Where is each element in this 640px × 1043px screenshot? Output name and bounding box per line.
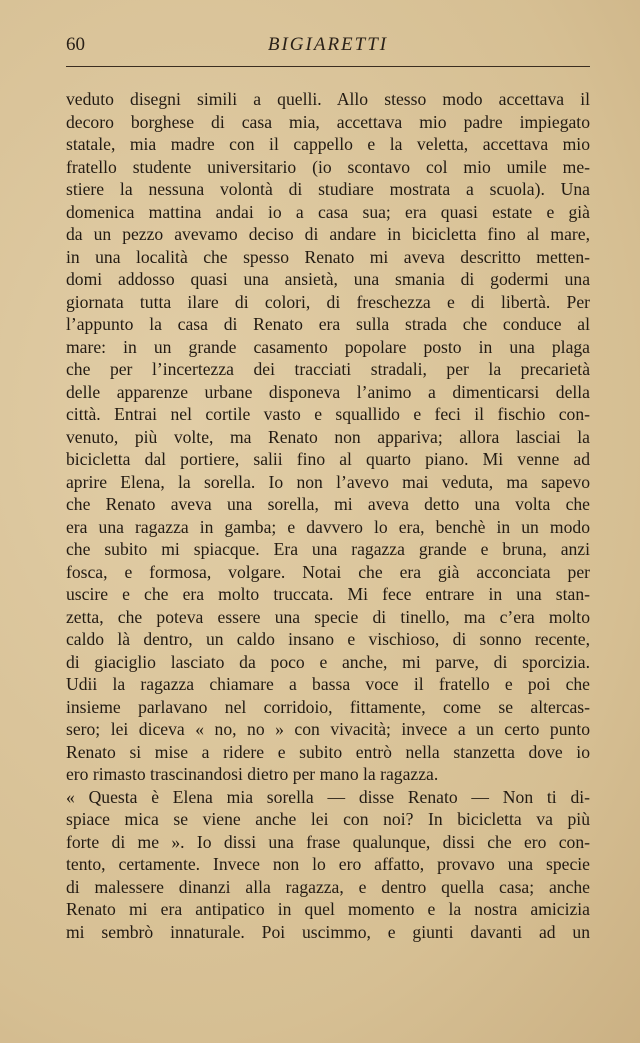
text-line: caldo là dentro, un caldo insano e vischioso, di sonno recente, xyxy=(66,629,590,649)
text-line: Udii la ragazza chiamare a bassa voce il fratello e poi che xyxy=(66,674,590,694)
text-line: decoro borghese di casa mia, accettava mio padre impiegato xyxy=(66,111,590,132)
text-line: sero; lei diceva « no, no » con vivacità; invece a un certo punto xyxy=(66,719,590,739)
text-line: « Questa è Elena mia sorella — disse Renato — Non ti di- xyxy=(66,786,590,807)
text-line: era una ragazza in gamba; e davvero lo era, benchè in un modo xyxy=(66,516,590,537)
text-line: l’appunto la casa di Renato era sulla strada che conduce al xyxy=(66,314,590,334)
page-number: 60 xyxy=(66,34,85,55)
text-line: di malessere dinanzi alla ragazza, e dentro quella casa; anche xyxy=(66,876,590,897)
text-line: Renato mi era antipatico in quel momento e la nostra amicizia xyxy=(66,899,590,919)
text-line: fosca, e formosa, volgare. Notai che era già acconciata per xyxy=(66,561,590,582)
text-line: che Renato aveva una sorella, mi aveva detto una volta che xyxy=(66,494,590,514)
text-line: veduto disegni simili a quelli. Allo stesso modo accettava il xyxy=(66,89,590,109)
running-head: BIGIARETTI xyxy=(267,34,389,55)
body-text xyxy=(66,88,590,943)
text-line: stiere la nessuna volontà di studiare mostrata a scuola). Una xyxy=(66,179,590,199)
text-line: spiace mica se viene anche lei con noi? In bicicletta va più xyxy=(66,809,590,829)
text-line: venuto, più volte, ma Renato non appariva; allora lasciai la xyxy=(66,426,590,447)
text-line: mare: in un grande casamento popolare posto in una plaga xyxy=(66,336,590,357)
text-line: fratello studente universitario (io scontavo col mio umile me- xyxy=(66,156,590,177)
text-line: ero rimasto trascinandosi dietro per mano la ragazza. xyxy=(66,764,439,784)
page-header xyxy=(66,34,590,64)
text-line: domenica mattina andai io a casa sua; era quasi estate e già xyxy=(66,201,590,222)
text-line: che subito mi spiacque. Era una ragazza grande e bruna, anzi xyxy=(66,539,590,559)
text-line: tento, certamente. Invece non lo ero affatto, provavo una specie xyxy=(66,854,590,874)
text-line: aprire Elena, la sorella. Io non l’avevo mai veduta, ma sapevo xyxy=(66,471,590,492)
text-line: delle apparenze urbane disponeva l’animo a dimenticarsi della xyxy=(66,381,590,402)
text-line: che per l’incertezza dei tracciati stradali, per la precarietà xyxy=(66,359,590,379)
text-line: in una località che spesso Renato mi aveva descritto metten- xyxy=(66,246,590,267)
header-rule xyxy=(66,66,590,67)
text-line: mi sembrò innaturale. Poi uscimmo, e giunti davanti ad un xyxy=(66,921,590,942)
text-line: giornata tutta ilare di colori, di freschezza e di libertà. Per xyxy=(66,291,590,312)
text-line: di giaciglio lasciato da poco e anche, mi parve, di sporcizia. xyxy=(66,651,590,672)
text-line: Renato si mise a ridere e subito entrò nella stanzetta dove io xyxy=(66,741,590,762)
text-line: da un pezzo avevamo deciso di andare in bicicletta fino al mare, xyxy=(66,224,590,244)
text-line: statale, mia madre con il cappello e la veletta, accettava mio xyxy=(66,134,590,154)
text-line: zetta, che poteva essere una specie di tinello, ma c’era molto xyxy=(66,606,590,627)
text-line: città. Entrai nel cortile vasto e squallido e feci il fischio con- xyxy=(66,404,590,424)
text-line: insieme parlavano nel corridoio, fittamente, come se altercas- xyxy=(66,696,590,717)
text-line: forte di me ». Io dissi una frase qualunque, dissi che ero con- xyxy=(66,831,590,852)
text-line: bicicletta dal portiere, salii fino al quarto piano. Mi venne ad xyxy=(66,449,590,469)
text-line: domi addosso quasi una ansietà, una smania di godermi una xyxy=(66,269,590,289)
text-line: uscire e che era molto truccata. Mi fece entrare in una stan- xyxy=(66,584,590,604)
